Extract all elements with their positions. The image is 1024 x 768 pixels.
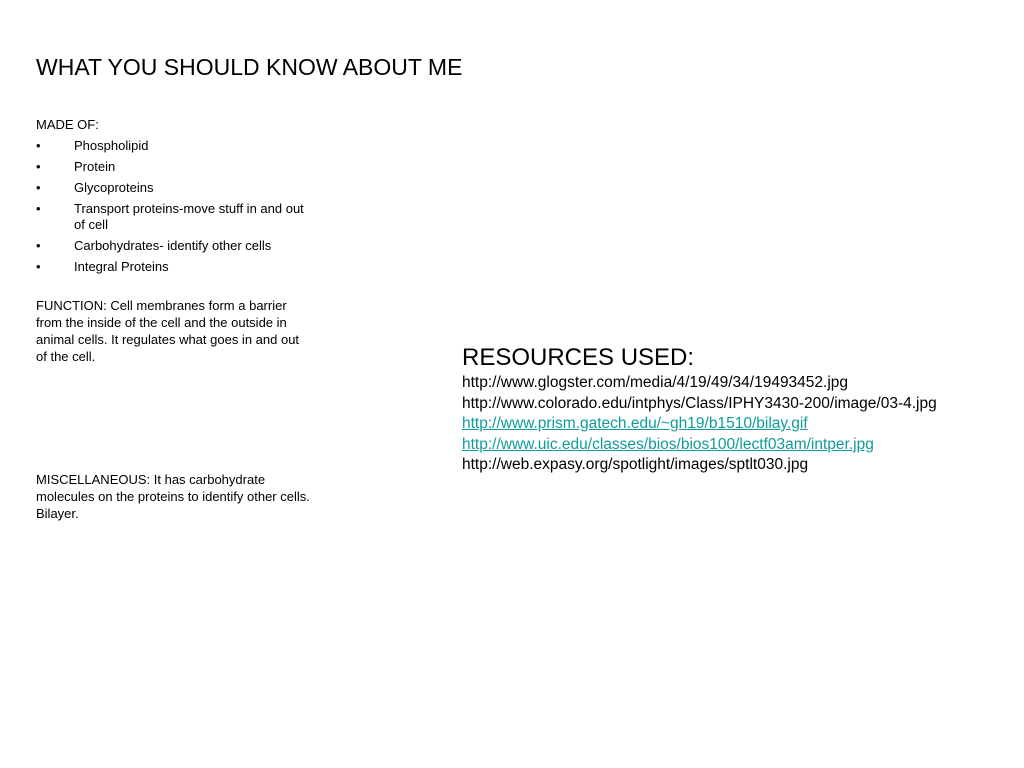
list-item [36, 159, 304, 175]
bullet-icon: • [36, 138, 41, 153]
bullet-icon: • [36, 259, 41, 274]
resource-url: http://www.glogster.com/media/4/19/49/34/19493452.jpg [462, 374, 849, 391]
resource-url: http://web.expasy.org/spotlight/images/sptlt030.jpg [462, 456, 809, 473]
list-item [36, 180, 304, 196]
list-item-text: Phospholipid [74, 138, 149, 153]
list-item [36, 138, 304, 154]
slide-title: WHAT YOU SHOULD KNOW ABOUT ME [36, 54, 463, 80]
resources-section [462, 343, 1022, 476]
bullet-icon: • [36, 180, 41, 195]
resource-link[interactable]: http://www.prism.gatech.edu/~gh19/b1510/bilay.gif [462, 415, 808, 432]
miscellaneous-paragraph: MISCELLANEOUS: It has carbohydrate molecules on the proteins to identify other cells. Bilayer. [36, 472, 310, 521]
resource-url: http://www.colorado.edu/intphys/Class/IPHY3430-200/image/03-4.jpg [462, 394, 937, 412]
resources-heading: RESOURCES USED: [462, 344, 695, 371]
resource-link[interactable]: http://www.uic.edu/classes/bios/bios100/lectf03am/intper.jpg [462, 435, 874, 453]
list-item [36, 201, 304, 233]
bullet-icon: • [36, 238, 41, 253]
list-item [36, 259, 304, 275]
made-of-list [36, 138, 316, 275]
list-item-text: Carbohydrates- identify other cells [74, 238, 272, 253]
list-item-text: Protein [74, 159, 116, 174]
list-item-text: Integral Proteins [74, 259, 169, 274]
function-paragraph: FUNCTION: Cell membranes form a barrier from the inside of the cell and the outside in animal cells. It regulates what goes in and out of the cell. [36, 298, 300, 364]
list-item-text: Transport proteins-move stuff in and out of cell [74, 201, 304, 232]
list-item [36, 238, 304, 254]
bullet-icon: • [36, 201, 41, 216]
made-of-label: MADE OF: [36, 117, 99, 132]
bullet-icon: • [36, 159, 41, 174]
made-of-section [36, 117, 316, 280]
list-item-text: Glycoproteins [74, 180, 154, 195]
